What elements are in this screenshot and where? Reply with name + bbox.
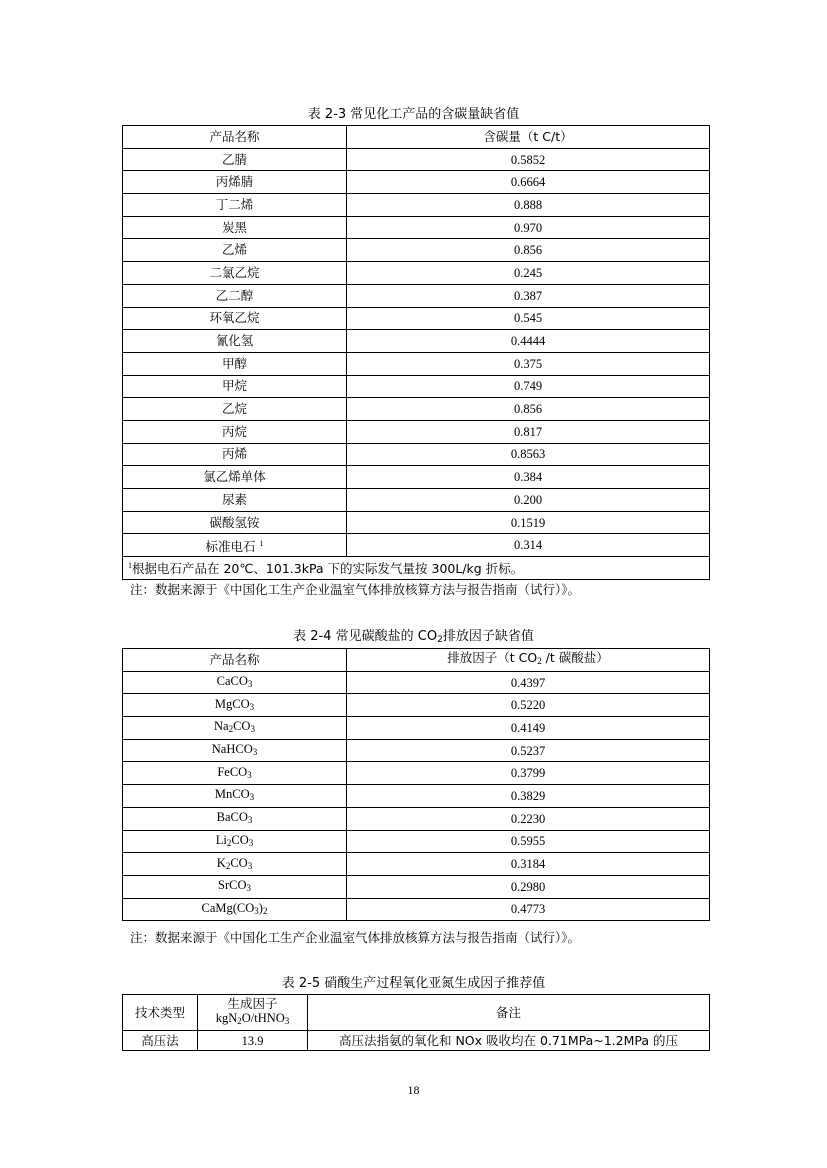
table-row: [123, 466, 710, 489]
carbonate-formula-cell: CaCO$_3$: [123, 671, 347, 694]
product-name-cell: 氯乙烯单体: [123, 466, 347, 489]
carbonate-formula-cell: SrCO$_3$: [123, 875, 347, 898]
table-row: [123, 830, 710, 853]
table-row: [123, 420, 710, 443]
carbon-content-cell: 0.888: [347, 194, 710, 217]
product-name-cell: 氰化氢: [123, 330, 347, 353]
carbonate-formula-cell: $CaMg(CO_3)_2$: [123, 898, 347, 921]
carbon-content-cell: 0.856: [347, 398, 710, 421]
table-row: [123, 330, 710, 353]
carbon-content-cell: 0.749: [347, 375, 710, 398]
table-row: [123, 875, 710, 898]
footnote-marker: 1: [259, 538, 264, 548]
product-name-cell: 丙烷: [123, 420, 347, 443]
emission-factor-cell: 0.3829: [347, 785, 710, 808]
row-remark: 高压法指氨的氧化和 NOx 吸收均在 0.71MPa~1.2MPa 的压: [308, 1031, 710, 1051]
table-row: [123, 239, 710, 262]
carbon-content-cell: 0.8563: [347, 443, 710, 466]
product-name-cell: 碳酸氢铵: [123, 511, 347, 534]
table-2-4-caption: 表 2-4 常见碳酸盐的 $CO_2$排放因子缺省值: [293, 629, 534, 645]
carbonate-formula-cell: MgCO$_3$: [123, 694, 347, 717]
product-name-cell: 丁二烯: [123, 194, 347, 217]
carbon-content-cell: 0.970: [347, 216, 710, 239]
product-name-cell: 甲醇: [123, 352, 347, 375]
emission-factor-cell: 0.5237: [347, 739, 710, 762]
header-product-name: 产品名称: [123, 649, 347, 672]
carbonate-formula-cell: MnCO$_3$: [123, 785, 347, 808]
emission-factor-cell: 0.4149: [347, 717, 710, 740]
carbon-content-cell: 0.5852: [347, 148, 710, 171]
header-generation-factor: 生成因子 kgN$_2$O/tHNO$_3$: [198, 995, 308, 1031]
table-2-4-source-note: 注：数据来源于《中国化工生产企业温室气体排放核算方法与报告指南（试行）》。: [130, 930, 581, 945]
table-row: [123, 398, 710, 421]
table-row: [123, 511, 710, 534]
table-2-3-source-note: 注：数据来源于《中国化工生产企业温室气体排放核算方法与报告指南（试行）》。: [130, 582, 581, 597]
product-name-cell: 炭黑: [123, 216, 347, 239]
carbonate-formula-cell: FeCO$_3$: [123, 762, 347, 785]
carbonate-formula-cell: $K_2CO_3$: [123, 853, 347, 876]
carbon-content-cell: 0.545: [347, 307, 710, 330]
table-row: [123, 785, 710, 808]
product-name-cell: 乙烷: [123, 398, 347, 421]
carbon-content-cell: 0.387: [347, 284, 710, 307]
table-row: [123, 262, 710, 285]
table-row: [123, 739, 710, 762]
carbon-content-cell: 0.6664: [347, 171, 710, 194]
table-row: [123, 216, 710, 239]
emission-factor-cell: 0.3184: [347, 853, 710, 876]
carbon-content-cell: 0.200: [347, 489, 710, 512]
product-name-cell: 丙烯: [123, 443, 347, 466]
row-technology-type: 高压法: [123, 1031, 198, 1051]
product-name-cell: 标准电石 $^1$: [123, 534, 347, 557]
emission-factor-cell: 0.4397: [347, 671, 710, 694]
header-emission-factor: 排放因子（t $CO_2$ /t 碳酸盐）: [347, 649, 710, 672]
table-row: [123, 853, 710, 876]
carbonate-formula-cell: BaCO$_3$: [123, 807, 347, 830]
header-technology-type: 技术类型: [123, 995, 198, 1031]
emission-factor-cell: 0.2980: [347, 875, 710, 898]
carbonate-formula-cell: $Li_2CO_3$: [123, 830, 347, 853]
carbon-content-cell: 0.4444: [347, 330, 710, 353]
page-number: 18: [407, 1083, 420, 1097]
table-row: [123, 148, 710, 171]
product-name-cell: 尿素: [123, 489, 347, 512]
emission-factor-cell: 0.4773: [347, 898, 710, 921]
table-row: [123, 717, 710, 740]
table-row: [123, 762, 710, 785]
table-2-5-caption: 表 2-5 硝酸生产过程氧化亚氮生成因子推荐值: [281, 976, 546, 991]
row-generation-factor: 13.9: [198, 1031, 308, 1051]
nitrous-oxide-factor-table: [122, 994, 710, 1051]
header-carbon-content: 含碳量（t C/t）: [347, 126, 710, 149]
carbonate-formula-cell: NaHCO$_3$: [123, 739, 347, 762]
table-header-row: [123, 649, 710, 672]
table-header-row: [123, 126, 710, 149]
table-row: [123, 1031, 710, 1051]
emission-factor-cell: 0.5220: [347, 694, 710, 717]
header-remark: 备注: [308, 995, 710, 1031]
table-row: [123, 534, 710, 557]
carbon-content-cell: 0.856: [347, 239, 710, 262]
product-name-cell: 甲烷: [123, 375, 347, 398]
table-row: [123, 284, 710, 307]
table-row: [123, 307, 710, 330]
table-row: [123, 352, 710, 375]
table-row: [123, 194, 710, 217]
table-row: [123, 694, 710, 717]
table-2-3-caption: 表 2-3 常见化工产品的含碳量缺省值: [307, 107, 520, 122]
table-row: [123, 443, 710, 466]
table-row: [123, 807, 710, 830]
table-row: [123, 898, 710, 921]
table-row: [123, 489, 710, 512]
footnote-cell: $^1$根据电石产品在 20℃、101.3kPa 下的实际发气量按 300L/kg 折标。: [123, 557, 710, 580]
product-name-cell: 二氯乙烷: [123, 262, 347, 285]
carbonate-emission-factor-table: [122, 648, 710, 921]
emission-factor-cell: 0.5955: [347, 830, 710, 853]
carbon-content-cell: 0.384: [347, 466, 710, 489]
table-row: [123, 671, 710, 694]
emission-factor-cell: 0.3799: [347, 762, 710, 785]
product-name-cell: 乙烯: [123, 239, 347, 262]
carbon-content-cell: 0.817: [347, 420, 710, 443]
carbon-content-cell: 0.1519: [347, 511, 710, 534]
table-row: [123, 171, 710, 194]
emission-factor-cell: 0.2230: [347, 807, 710, 830]
product-name-cell: 丙烯腈: [123, 171, 347, 194]
carbon-content-cell: 0.314: [347, 534, 710, 557]
carbonate-formula-cell: $Na_2CO_3$: [123, 717, 347, 740]
product-name-cell: 环氧乙烷: [123, 307, 347, 330]
product-name-cell: 乙腈: [123, 148, 347, 171]
carbon-content-cell: 0.375: [347, 352, 710, 375]
carbon-content-cell: 0.245: [347, 262, 710, 285]
carbon-content-table: [122, 125, 710, 580]
footnote-row: [123, 557, 710, 580]
table-header-row: [123, 995, 710, 1031]
product-name-cell: 乙二醇: [123, 284, 347, 307]
table-row: [123, 375, 710, 398]
header-product-name: 产品名称: [123, 126, 347, 149]
